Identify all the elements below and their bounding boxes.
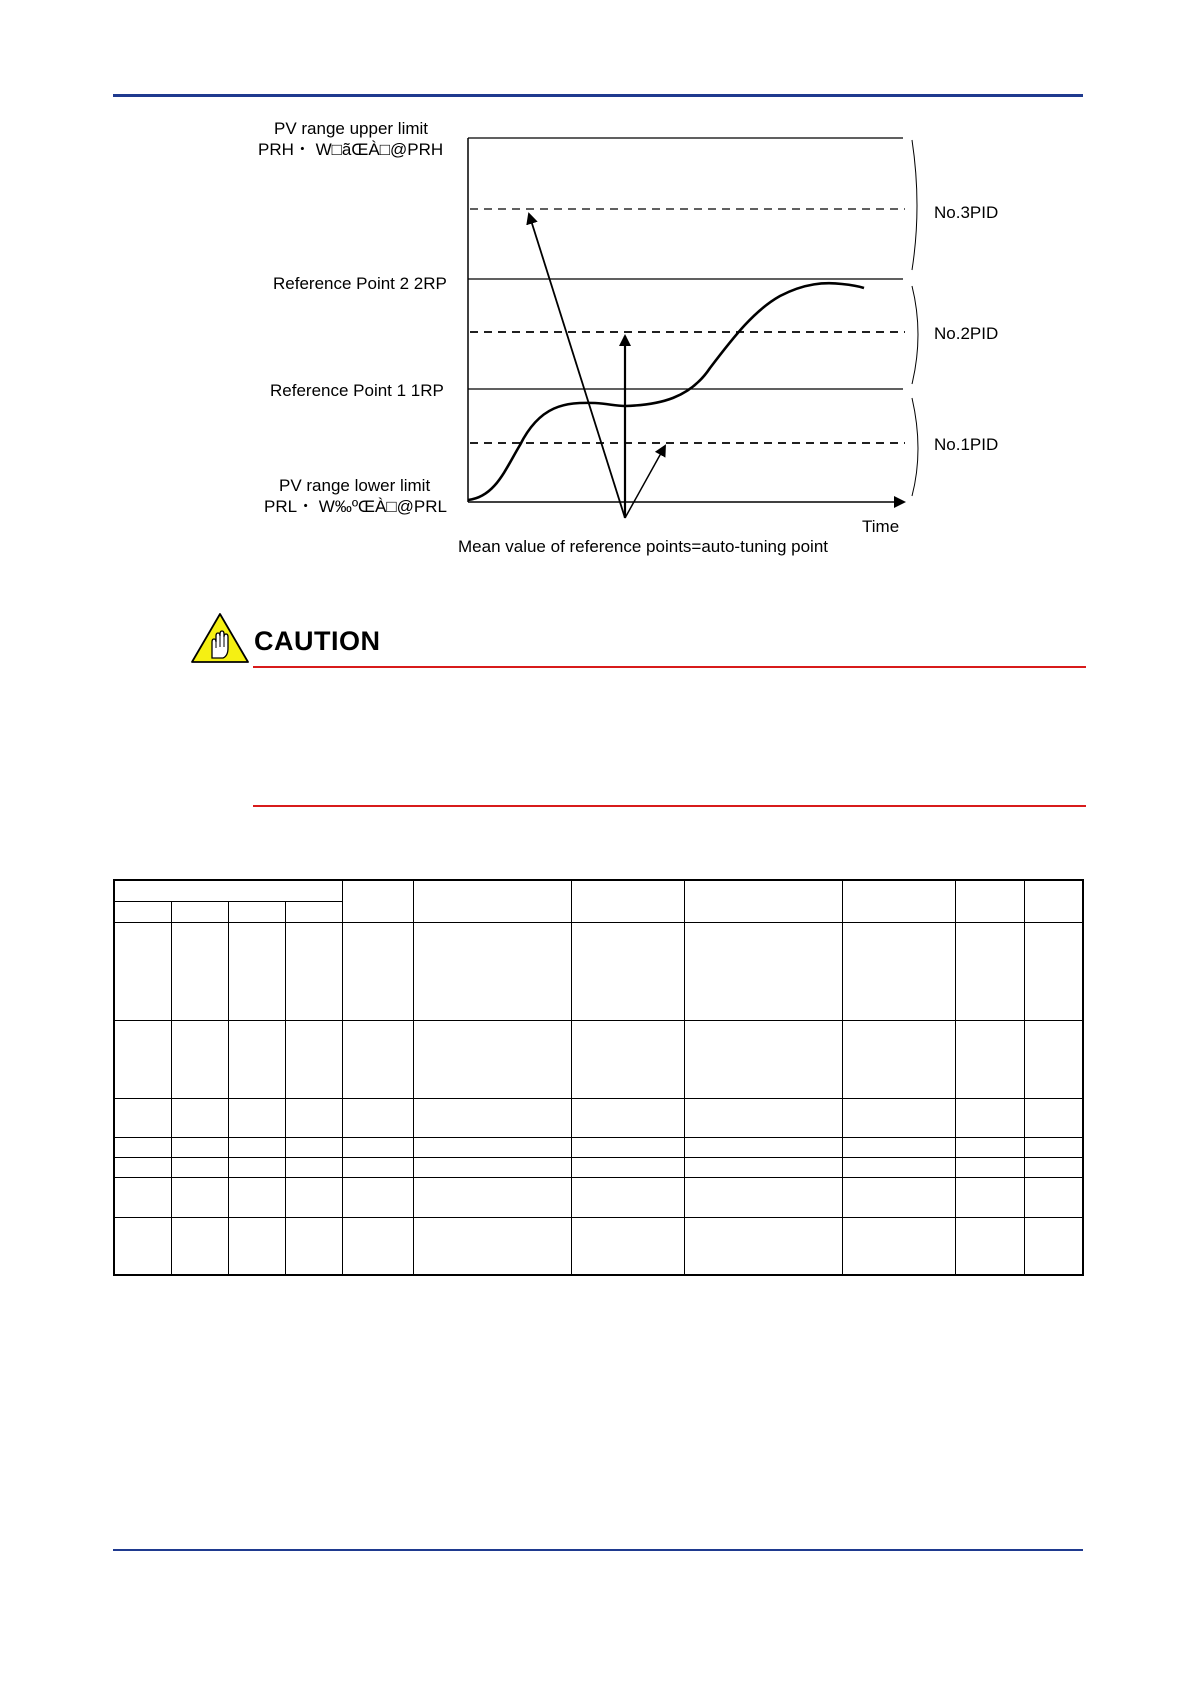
table-cell <box>685 1137 842 1157</box>
table-cell <box>343 1020 414 1098</box>
no2-zone-brace <box>912 286 918 384</box>
table-row <box>114 1177 1083 1217</box>
table-cell <box>343 1157 414 1177</box>
arrow-to-no1 <box>625 446 665 518</box>
pv-upper-label-line2: PRH・ W□ãŒÀ□@PRH <box>258 140 444 159</box>
table-cell <box>286 1137 343 1157</box>
table-cell <box>414 1098 571 1137</box>
table-cell <box>171 1020 228 1098</box>
caution-title: CAUTION <box>254 626 381 656</box>
table-cell <box>171 1098 228 1137</box>
table-cell <box>286 922 343 1020</box>
table-cell <box>228 1217 285 1275</box>
zone-label-no3: No.3PID <box>934 203 999 222</box>
zone-label-no2: No.2PID <box>934 324 999 343</box>
table-cell <box>571 1098 684 1137</box>
table-row <box>114 1217 1083 1275</box>
table-cell <box>571 1020 684 1098</box>
table-cell <box>171 1177 228 1217</box>
table-cell <box>1025 1137 1083 1157</box>
table-cell <box>114 1137 171 1157</box>
table-cell <box>1025 922 1083 1020</box>
table-row <box>114 1098 1083 1137</box>
table-cell <box>414 1157 571 1177</box>
pv-curve <box>468 283 864 500</box>
table-header-row <box>114 880 1083 901</box>
table-header-cell <box>1025 880 1083 922</box>
table-row <box>114 922 1083 1020</box>
table-cell <box>842 1020 955 1098</box>
table-cell <box>286 1098 343 1137</box>
table-cell <box>286 1020 343 1098</box>
table-cell <box>571 1177 684 1217</box>
table-row <box>114 1157 1083 1177</box>
table-cell <box>343 1217 414 1275</box>
table-header-cell <box>114 901 171 922</box>
table-cell <box>343 1177 414 1217</box>
table-cell <box>956 1177 1025 1217</box>
table-cell <box>842 1137 955 1157</box>
table-cell <box>286 1177 343 1217</box>
table-cell <box>571 1217 684 1275</box>
table-cell <box>414 1217 571 1275</box>
table-cell <box>571 1137 684 1157</box>
pv-lower-label-line1: PV range lower limit <box>279 476 431 495</box>
table-cell <box>414 1137 571 1157</box>
table-cell <box>956 1137 1025 1157</box>
table-cell <box>571 922 684 1020</box>
table-cell <box>228 1137 285 1157</box>
table-cell <box>842 1217 955 1275</box>
table-cell <box>1025 1098 1083 1137</box>
pv-lower-label-line2: PRL・ W‰ºŒÀ□@PRL <box>264 497 447 516</box>
table-cell <box>842 1098 955 1137</box>
table-cell <box>286 1157 343 1177</box>
table-cell <box>1025 1157 1083 1177</box>
zone-label-no1: No.1PID <box>934 435 999 454</box>
reference-point-2-label: Reference Point 2 2RP <box>273 274 447 293</box>
no1-zone-brace <box>912 398 918 496</box>
footer-rule <box>113 1549 1083 1551</box>
table-cell <box>1025 1020 1083 1098</box>
table-cell <box>228 1177 285 1217</box>
table-cell <box>343 922 414 1020</box>
table-cell <box>286 1217 343 1275</box>
diagram-caption: Mean value of reference points=auto-tuning point <box>458 537 828 556</box>
table-cell <box>114 1098 171 1137</box>
table-cell <box>685 1177 842 1217</box>
table-cell <box>1025 1177 1083 1217</box>
no3-zone-brace <box>912 140 917 270</box>
table-cell <box>842 1157 955 1177</box>
table-header-cell <box>571 880 684 922</box>
table-cell <box>1025 1217 1083 1275</box>
table-cell <box>414 922 571 1020</box>
table-header-cell <box>114 880 343 901</box>
table-header-cell <box>414 880 571 922</box>
table-row <box>114 1020 1083 1098</box>
table-cell <box>685 1217 842 1275</box>
table-cell <box>343 1098 414 1137</box>
table-cell <box>685 1157 842 1177</box>
table-cell <box>956 1098 1025 1137</box>
table-cell <box>571 1157 684 1177</box>
table-header-cell <box>286 901 343 922</box>
caution-top-rule <box>253 666 1086 668</box>
table-cell <box>171 1217 228 1275</box>
table-cell <box>685 1098 842 1137</box>
parameter-table <box>113 879 1084 1276</box>
table-cell <box>114 1020 171 1098</box>
table-header-cell <box>171 901 228 922</box>
table-cell <box>228 1020 285 1098</box>
pv-upper-label-line1: PV range upper limit <box>274 119 429 138</box>
table-cell <box>171 1157 228 1177</box>
table-row <box>114 1137 1083 1157</box>
table-cell <box>114 922 171 1020</box>
arrow-to-no3 <box>529 214 625 518</box>
table-cell <box>171 1137 228 1157</box>
table-cell <box>414 1020 571 1098</box>
table-cell <box>114 1177 171 1217</box>
table-cell <box>171 922 228 1020</box>
table-cell <box>956 1217 1025 1275</box>
x-axis-label: Time <box>862 517 900 536</box>
table-cell <box>228 1157 285 1177</box>
table-cell <box>956 1157 1025 1177</box>
table-header-cell <box>343 880 414 922</box>
table-cell <box>685 922 842 1020</box>
table-header-cell <box>842 880 955 922</box>
table-cell <box>114 1157 171 1177</box>
table-header-cell <box>228 901 285 922</box>
table-cell <box>414 1177 571 1217</box>
table-cell <box>842 922 955 1020</box>
table-header-cell <box>685 880 842 922</box>
table-header-cell <box>956 880 1025 922</box>
reference-point-1-label: Reference Point 1 1RP <box>270 381 444 400</box>
table-cell <box>956 1020 1025 1098</box>
table-cell <box>114 1217 171 1275</box>
table-cell <box>685 1020 842 1098</box>
table-cell <box>228 922 285 1020</box>
caution-icon <box>190 612 250 664</box>
table-cell <box>842 1177 955 1217</box>
table-cell <box>228 1098 285 1137</box>
table-cell <box>956 922 1025 1020</box>
caution-bottom-rule <box>253 805 1086 807</box>
table-cell <box>343 1137 414 1157</box>
pid-zone-diagram <box>0 0 1190 600</box>
